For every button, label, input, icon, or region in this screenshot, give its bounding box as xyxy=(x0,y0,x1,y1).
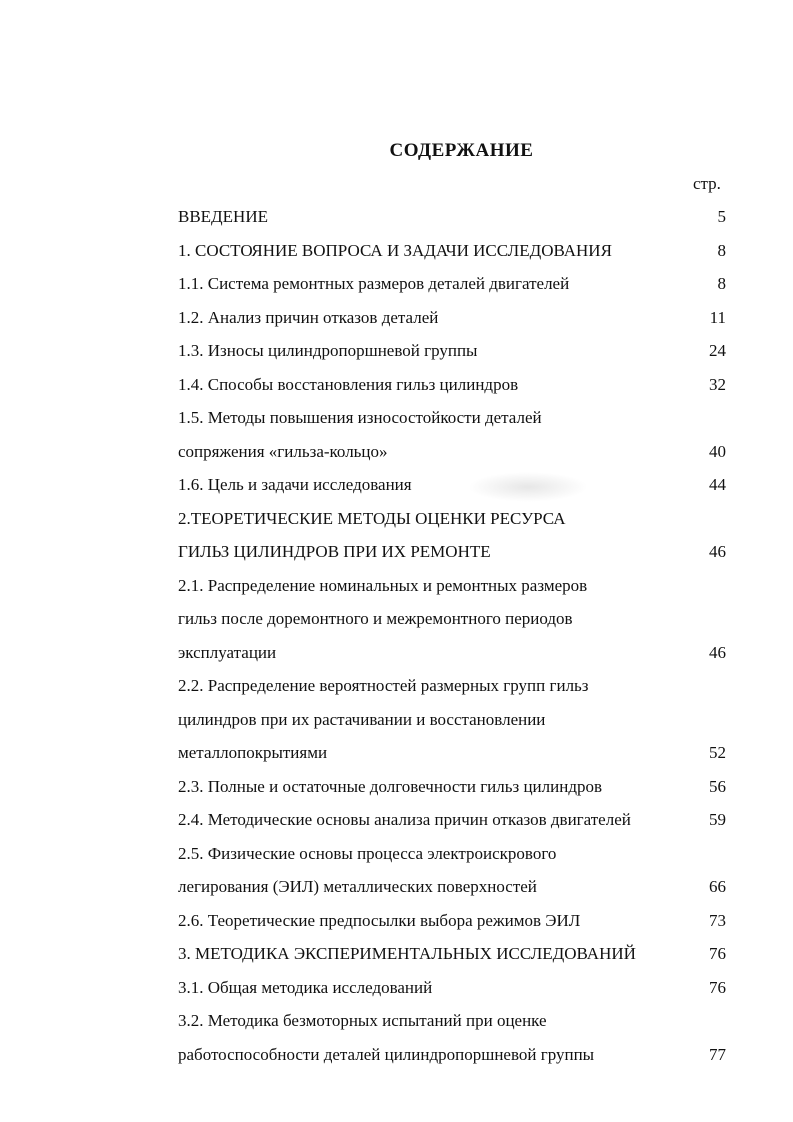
toc-entry-text: 1.3. Износы цилиндропоршневой группы xyxy=(178,341,478,360)
toc-entry-text: 1.5. Методы повышения износостойкости деталей xyxy=(178,408,542,427)
toc-row xyxy=(178,1004,738,1038)
toc-entry-text: 2.5. Физические основы процесса электроискрового xyxy=(178,843,557,863)
toc-entry-text: 2.2. Распределение вероятностей размерных групп гильз xyxy=(178,676,589,695)
toc-row xyxy=(178,535,738,569)
toc-page-number: 76 xyxy=(709,977,726,997)
toc-page-number: 11 xyxy=(709,307,726,327)
toc-entry-text: металлопокрытиями xyxy=(178,743,328,762)
toc-entry-text: 1.4. Способы восстановления гильз цилиндров xyxy=(178,374,519,394)
toc-page-number: 44 xyxy=(709,475,726,494)
toc-row xyxy=(178,435,738,469)
toc-page-number: 5 xyxy=(717,207,726,226)
toc-entry-text: 2.4. Методические основы анализа причин отказов двигателей xyxy=(178,810,631,829)
toc-row xyxy=(178,569,738,603)
toc-page-number: 46 xyxy=(709,642,726,662)
toc-page-number: 32 xyxy=(709,374,726,394)
toc-entry-text: ВВЕДЕНИЕ xyxy=(178,207,268,226)
toc-page-number: 66 xyxy=(709,877,726,896)
toc-row xyxy=(178,334,738,368)
page-column-label: стр. xyxy=(693,174,721,193)
toc-entry-text: 2.1. Распределение номинальных и ремонтных размеров xyxy=(178,575,588,595)
toc-entry-text: ГИЛЬЗ ЦИЛИНДРОВ ПРИ ИХ РЕМОНТЕ xyxy=(178,542,491,561)
toc-row xyxy=(178,837,738,871)
toc-entry-text: 3.1. Общая методика исследований xyxy=(178,977,433,997)
toc-row xyxy=(178,468,738,502)
toc-page-number: 76 xyxy=(709,944,726,963)
toc-entry-text: 3. МЕТОДИКА ЭКСПЕРИМЕНТАЛЬНЫХ ИССЛЕДОВАНИЙ xyxy=(178,944,636,963)
toc-entry-text: 1.2. Анализ причин отказов деталей xyxy=(178,307,439,327)
toc-row xyxy=(178,301,738,335)
toc-row xyxy=(178,502,738,536)
toc-entry-text: 1. СОСТОЯНИЕ ВОПРОСА И ЗАДАЧИ ИССЛЕДОВАНИЯ xyxy=(178,240,612,260)
toc-entry-text: цилиндров при их растачивании и восстановлении xyxy=(178,709,546,729)
toc-entry-text: 2.3. Полные и остаточные долговечности гильз цилиндров xyxy=(178,776,603,796)
toc-entry-text: 1.6. Цель и задачи исследования xyxy=(178,475,412,494)
toc-row xyxy=(178,234,738,268)
toc-row xyxy=(178,669,738,703)
toc-page-number: 8 xyxy=(717,240,726,260)
toc-page-number: 8 xyxy=(717,274,726,293)
toc-row xyxy=(178,636,738,670)
toc-page-number: 46 xyxy=(709,542,726,561)
toc-row xyxy=(178,971,738,1005)
toc-entry-text: 2.6. Теоретические предпосылки выбора режимов ЭИЛ xyxy=(178,910,581,930)
toc-entry-text: сопряжения «гильза-кольцо» xyxy=(178,441,388,461)
toc-row xyxy=(178,736,738,770)
toc-page-number: 24 xyxy=(709,341,726,360)
toc-row xyxy=(178,703,738,737)
toc-page-number: 77 xyxy=(709,1044,726,1064)
toc-row xyxy=(178,602,738,636)
toc-entry-text: 2.ТЕОРЕТИЧЕСКИЕ МЕТОДЫ ОЦЕНКИ РЕСУРСА xyxy=(178,508,566,528)
toc-page-number: 40 xyxy=(709,441,726,461)
toc-row xyxy=(178,770,738,804)
toc-entry-text: эксплуатации xyxy=(178,642,277,662)
toc-row xyxy=(178,937,738,971)
toc-entry-text: легирования (ЭИЛ) металлических поверхностей xyxy=(178,877,537,896)
page-title: СОДЕРЖАНИЕ xyxy=(389,140,534,161)
toc-row xyxy=(178,200,738,234)
toc-row xyxy=(178,904,738,938)
table-of-contents xyxy=(178,200,738,1071)
toc-page-number: 52 xyxy=(709,743,726,762)
toc-row xyxy=(178,368,738,402)
toc-row xyxy=(178,1038,738,1072)
toc-entry-text: работоспособности деталей цилиндропоршневой группы xyxy=(178,1044,595,1064)
toc-row xyxy=(178,267,738,301)
toc-entry-text: 1.1. Система ремонтных размеров деталей двигателей xyxy=(178,274,570,293)
toc-row xyxy=(178,803,738,837)
toc-page-number: 73 xyxy=(709,910,726,930)
toc-row xyxy=(178,401,738,435)
toc-row xyxy=(178,870,738,904)
toc-entry-text: гильз после доремонтного и межремонтного периодов xyxy=(178,609,573,628)
toc-page-number: 56 xyxy=(709,776,726,796)
toc-page-number: 59 xyxy=(709,810,726,829)
toc-entry-text: 3.2. Методика безмоторных испытаний при оценке xyxy=(178,1011,547,1030)
